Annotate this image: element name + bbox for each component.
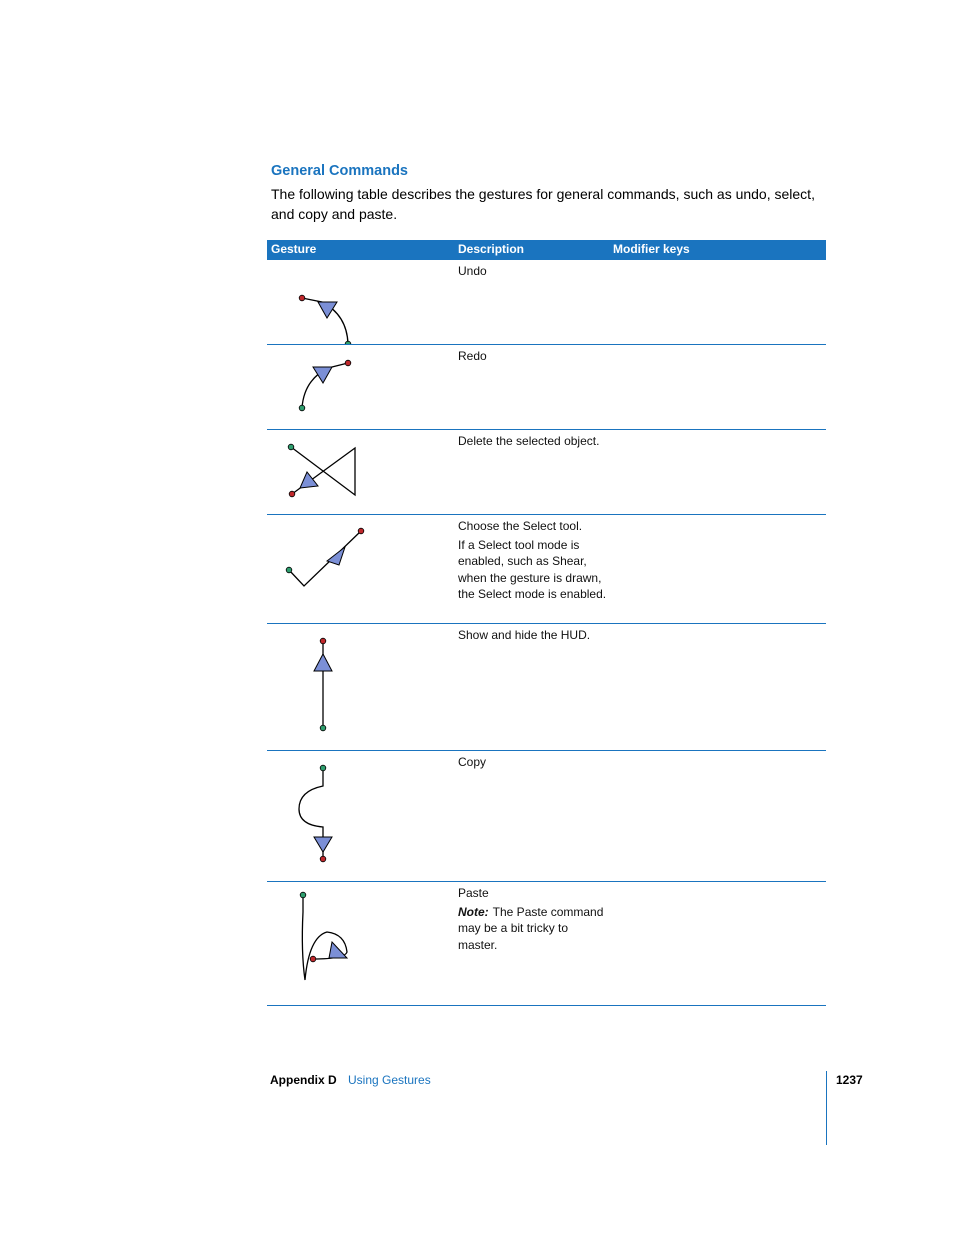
undo-gesture-icon [267,260,447,344]
table-row-hud [267,624,826,751]
row-description: Redo [458,349,487,363]
table-row-delete [267,430,826,515]
hud-gesture-icon [267,624,447,750]
redo-gesture-icon [267,345,447,429]
page-number: 1237 [836,1073,863,1087]
header-description: Description [458,242,525,256]
footer-divider [826,1071,827,1145]
footer-appendix: Appendix D [270,1073,337,1087]
row-description: Show and hide the HUD. [458,628,591,642]
select-gesture-icon [267,515,447,623]
paste-gesture-icon [267,882,447,1005]
gesture-table [267,240,826,1006]
row-description: Undo [458,264,487,278]
row-description: Copy [458,755,487,769]
copy-gesture-icon [267,751,447,881]
row-description: Choose the Select tool. [458,519,583,533]
table-row-copy [267,751,826,882]
table-row-paste [267,882,826,1006]
delete-gesture-icon [267,430,447,514]
header-gesture: Gesture [271,242,317,256]
row-detail: If a Select tool mode is enabled, such as Shear, when the gesture is drawn, the Select mode is enabled. [458,537,607,601]
note-text: The Paste command may be a bit tricky to master. [458,904,604,952]
header-modifier-keys: Modifier keys [613,242,690,256]
footer-chapter-link[interactable]: Using Gestures [348,1073,431,1087]
row-description: Paste [458,886,489,900]
section-heading: General Commands [271,163,408,179]
note-label: Note: [458,904,489,919]
row-note [458,904,608,954]
table-row-select [267,515,826,624]
table-header [267,240,826,260]
section-intro: The following table describes the gestures for general commands, such as undo, select, and copy and paste. [271,186,815,222]
table-row-redo [267,345,826,430]
row-description: Delete the selected object. [458,434,600,448]
table-row-undo [267,260,826,345]
